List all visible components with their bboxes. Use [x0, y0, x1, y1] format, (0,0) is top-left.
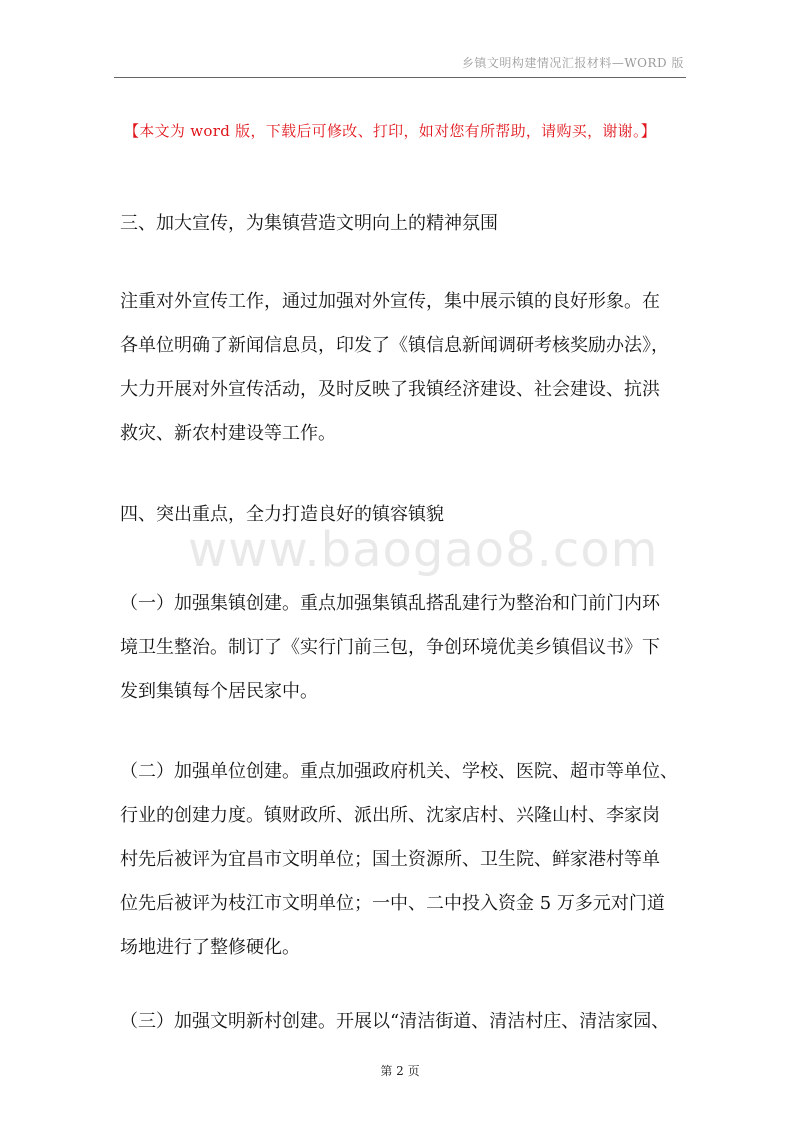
header-divider	[114, 77, 686, 78]
text-line: 注重对外宣传工作，通过加强对外宣传，集中展示镇的良好形象。在	[120, 291, 660, 312]
text-line: 位先后被评为枝江市文明单位；一中、二中投入资金 5 万多元对门道	[120, 893, 665, 914]
section-3-heading	[120, 202, 686, 246]
paragraph-item-2	[120, 750, 686, 970]
paragraph-item-3	[120, 1000, 686, 1044]
watermark: www.baogao8.com	[188, 522, 659, 578]
text-line: 大力开展对外宣传活动，及时反映了我镇经济建设、社会建设、抗洪	[120, 379, 660, 400]
running-header: 乡镇文明构建情况汇报材料—WORD 版	[461, 56, 684, 70]
download-notice: 【本文为 word 版，下载后可修改、打印，如对您有所帮助，请购买，谢谢。】	[124, 122, 657, 140]
text-line: 行业的创建力度。镇财政所、派出所、沈家店村、兴隆山村、李家岗	[120, 805, 660, 826]
heading-line: 三、加大宣传，为集镇营造文明向上的精神氛围	[120, 213, 498, 234]
text-line: 各单位明确了新闻信息员，印发了《镇信息新闻调研考核奖励办法》，	[120, 335, 669, 356]
text-line: （一）加强集镇创建。重点加强集镇乱搭乱建行为整治和门前门内环	[120, 593, 660, 614]
text-line: 发到集镇每个居民家中。	[120, 681, 318, 702]
page-number: 第 2 页	[380, 1064, 420, 1078]
text-line: 救灾、新农村建设等工作。	[120, 423, 336, 444]
text-line: 村先后被评为宜昌市文明单位；国土资源所、卫生院、鲜家港村等单	[120, 849, 660, 870]
text-line: 境卫生整治。制订了《实行门前三包，争创环境优美乡镇倡议书》下	[120, 637, 660, 658]
paragraph-item-1	[120, 582, 686, 714]
text-line: 场地进行了整修硬化。	[120, 937, 300, 958]
section-4-heading	[120, 493, 686, 537]
text-line: （三）加强文明新村创建。开展以“清洁街道、清洁村庄、清洁家园、	[120, 1011, 670, 1032]
section-3-paragraph	[120, 280, 686, 456]
heading-line: 四、突出重点，全力打造良好的镇容镇貌	[120, 504, 444, 525]
text-line: （二）加强单位创建。重点加强政府机关、学校、医院、超市等单位、	[120, 761, 678, 782]
